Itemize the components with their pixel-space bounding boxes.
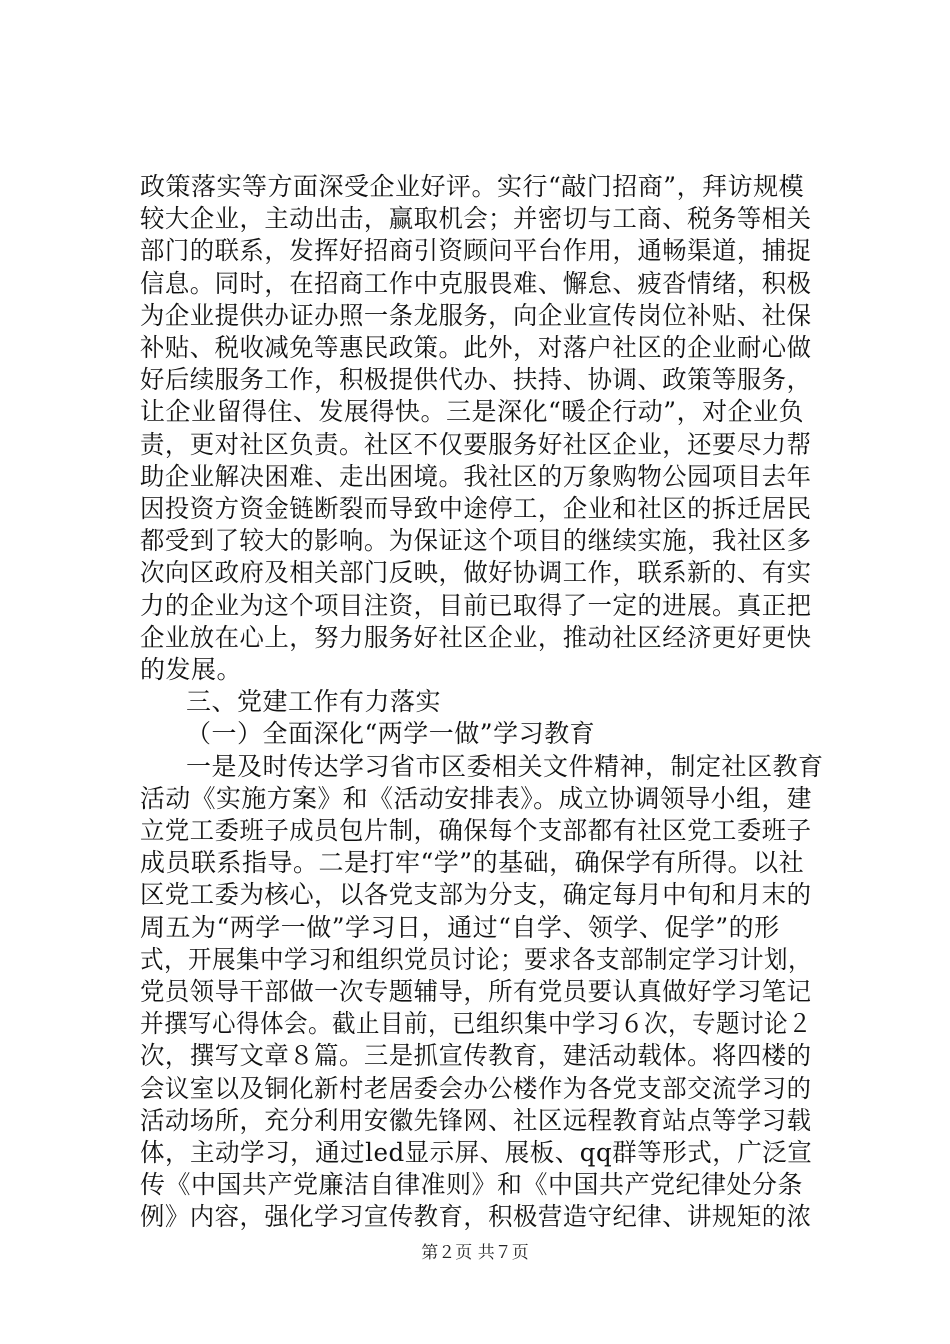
body-line: 政策落实等方面深受企业好评。实行“敲门招商”，拜访规模 [140,172,805,201]
body-line: 都受到了较大的影响。为保证这个项目的继续实施，我社区多 [140,526,812,556]
section-heading: 三、党建工作有力落实 [186,687,442,717]
body-line: 补贴、税收减免等惠民政策。此外，对落户社区的企业耐心做 [140,333,812,362]
body-line: 部门的联系，发挥好招商引资顾问平台作用，通畅渠道，捕捉 [140,236,812,266]
body-line: 信息。同时，在招商工作中克服畏难、懈怠、疲沓情绪，积极 [140,268,812,298]
body-line: 好后续服务工作，积极提供代办、扶持、协调、政策等服务， [140,365,812,395]
body-line: 周五为“两学一做”学习日，通过“自学、领学、促学”的形 [140,912,780,942]
body-line: 活动《实施方案》和《活动安排表》。成立协调领导小组，建 [140,783,813,813]
body-line: 责，更对社区负责。社区不仅要服务好社区企业，还要尽力帮 [140,429,812,459]
body-line: 成员联系指导。二是打牢“学”的基础，确保学有所得。以社 [140,848,805,878]
body-line: 党员领导干部做一次专题辅导，所有党员要认真做好学习笔记 [140,977,812,1006]
body-line: 较大企业，主动出击，赢取机会；并密切与工商、税务等相关 [140,204,812,234]
body-line: 会议室以及铜化新村老居委会办公楼作为各党支部交流学习的 [140,1073,812,1103]
body-line: 立党工委班子成员包片制，确保每个支部都有社区党工委班子 [140,816,812,845]
body-line: 助企业解决困难、走出困境。我社区的万象购物公园项目去年 [140,461,812,491]
body-line: 式，开展集中学习和组织党员讨论；要求各支部制定学习计划， [140,944,813,974]
body-line: 的发展。 [140,655,243,684]
body-line: 因投资方资金链断裂而导致中途停工，企业和社区的拆迁居民 [140,494,812,523]
body-line: 力的企业为这个项目注资，目前已取得了一定的进展。真正把 [140,590,812,620]
body-line: 一是及时传达学习省市区委相关文件精神，制定社区教育 [186,751,824,781]
subsection-heading: （一）全面深化“两学一做”学习教育 [186,719,596,749]
body-line: 传《中国共产党廉洁自律准则》和《中国共产党纪律处分条 [140,1170,804,1200]
body-line: 活动场所，充分利用安徽先锋网、社区远程教育站点等学习载 [140,1105,812,1135]
body-line: 并撰写心得体会。截止目前，已组织集中学习６次，专题讨论２ [140,1009,813,1039]
body-line: 区党工委为核心，以各党支部为分支，确定每月中旬和月末的 [140,880,812,910]
body-line: 让企业留得住、发展得快。三是深化“暖企行动”，对企业负 [140,397,805,427]
page-footer: 第２页 共７页 [421,1243,529,1263]
body-line: 例》内容，强化学习宣传教育，积极营造守纪律、讲规矩的浓 [140,1202,812,1232]
body-line: 体，主动学习，通过led显示屏、展板、qq群等形式，广泛宣 [140,1138,813,1167]
body-line: 次向区政府及相关部门反映，做好协调工作，联系新的、有实 [140,558,812,588]
body-line: 企业放在心上，努力服务好社区企业，推动社区经济更好更快 [140,622,812,652]
body-line: 次，撰写文章８篇。三是抓宣传教育，建活动载体。将四楼的 [140,1041,812,1071]
body-line: 为企业提供办证办照一条龙服务，向企业宣传岗位补贴、社保 [140,300,812,330]
